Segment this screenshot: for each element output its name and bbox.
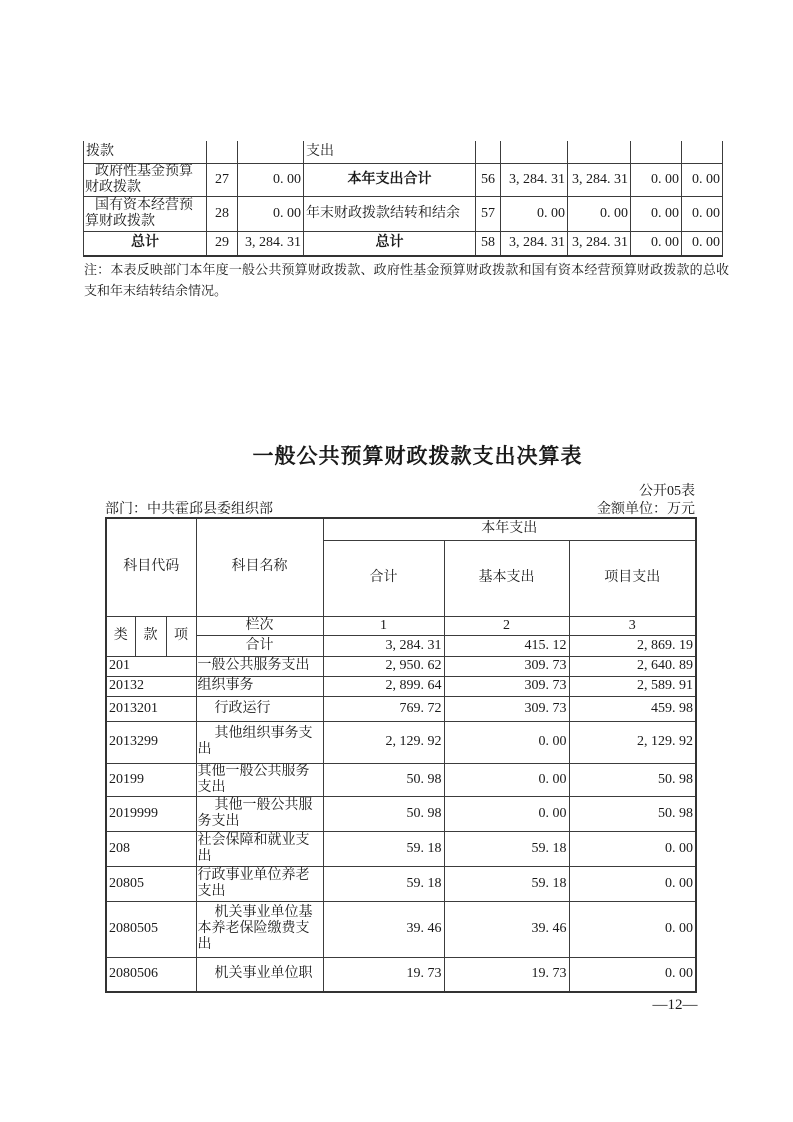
amount-cell: 3, 284. 31 — [568, 231, 631, 256]
subject-name-cell: 机关事业单位基本养老保险缴费支出 — [196, 901, 323, 957]
amount-cell: 3, 284. 31 — [238, 231, 304, 256]
basic-cell: 0. 00 — [444, 721, 569, 763]
page-title: 一般公共预算财政拨款支出决算表 — [252, 445, 583, 468]
subject-code-cell: 2013201 — [106, 696, 196, 721]
total-cell: 2, 899. 64 — [323, 676, 444, 696]
basic-cell: 0. 00 — [444, 796, 569, 831]
table-row — [84, 196, 723, 231]
line-no-cell: 58 — [476, 231, 501, 256]
expenditure-table — [105, 517, 697, 993]
item-header: 项 — [166, 616, 196, 656]
project-cell: 459. 98 — [569, 696, 696, 721]
table-row — [106, 796, 696, 831]
subject-code-cell: 20805 — [106, 866, 196, 901]
project-cell: 2, 129. 92 — [569, 721, 696, 763]
project-cell: 0. 00 — [569, 957, 696, 992]
table-row — [106, 763, 696, 796]
subject-name-cell: 行政运行 — [196, 696, 323, 721]
subject-name-cell: 社会保障和就业支出 — [196, 831, 323, 866]
amount-cell: 3, 284. 31 — [501, 231, 568, 256]
column-number-cell: 2 — [444, 616, 569, 635]
amount-cell — [501, 141, 568, 163]
amount-cell: 0. 00 — [501, 196, 568, 231]
subject-code-cell: 208 — [106, 831, 196, 866]
subject-code-cell: 20132 — [106, 676, 196, 696]
subject-code-cell: 2013299 — [106, 721, 196, 763]
item-name-cell: 国有资本经营预算财政拨款 — [84, 196, 207, 231]
total-cell: 3, 284. 31 — [323, 635, 444, 656]
basic-cell: 59. 18 — [444, 831, 569, 866]
amount-cell — [631, 141, 682, 163]
item-name-cell: 总计 — [84, 231, 207, 256]
table-row — [84, 141, 723, 163]
table-row — [106, 866, 696, 901]
table-header-row — [106, 518, 696, 540]
basic-cell: 59. 18 — [444, 866, 569, 901]
current-year-expenditure-header: 本年支出 — [323, 518, 696, 540]
project-cell: 0. 00 — [569, 831, 696, 866]
total-cell: 2, 129. 92 — [323, 721, 444, 763]
amount-cell: 0. 00 — [631, 196, 682, 231]
subject-code-cell: 20199 — [106, 763, 196, 796]
total-cell: 50. 98 — [323, 763, 444, 796]
subject-name-cell: 其他一般公共服务支出 — [196, 763, 323, 796]
total-cell: 2, 950. 62 — [323, 656, 444, 676]
project-cell: 2, 589. 91 — [569, 676, 696, 696]
basic-expenditure-header: 基本支出 — [444, 540, 569, 616]
subject-name-cell: 行政事业单位养老支出 — [196, 866, 323, 901]
amount-cell: 3, 284. 31 — [501, 163, 568, 196]
total-cell: 769. 72 — [323, 696, 444, 721]
column-index-row — [106, 616, 696, 635]
project-cell: 2, 640. 89 — [569, 656, 696, 676]
class-header: 类 — [106, 616, 135, 656]
carryover-summary-table — [83, 141, 723, 257]
column-number-cell: 1 — [323, 616, 444, 635]
page-number: —12— — [652, 997, 698, 1013]
item-name-cell: 本年支出合计 — [304, 163, 476, 196]
item-name-cell: 拨款 — [84, 141, 207, 163]
subject-code-cell: 2080506 — [106, 957, 196, 992]
section-header: 款 — [135, 616, 166, 656]
line-no-cell — [207, 141, 238, 163]
amount-cell: 0. 00 — [631, 163, 682, 196]
department-label: 部门：中共霍邱县委组织部 — [105, 502, 273, 517]
project-cell: 50. 98 — [569, 763, 696, 796]
total-cell: 59. 18 — [323, 866, 444, 901]
subject-name-cell: 其他组织事务支出 — [196, 721, 323, 763]
project-cell: 0. 00 — [569, 866, 696, 901]
line-no-cell — [476, 141, 501, 163]
table-row — [106, 696, 696, 721]
basic-cell: 39. 46 — [444, 901, 569, 957]
total-cell: 50. 98 — [323, 796, 444, 831]
table-meta-row — [105, 498, 695, 518]
total-cell: 19. 73 — [323, 957, 444, 992]
total-cell: 59. 18 — [323, 831, 444, 866]
subject-name-cell: 组织事务 — [196, 676, 323, 696]
line-no-cell: 56 — [476, 163, 501, 196]
table-row — [106, 957, 696, 992]
project-cell: 50. 98 — [569, 796, 696, 831]
table-row — [106, 721, 696, 763]
subject-code-cell: 201 — [106, 656, 196, 676]
amount-cell: 0. 00 — [682, 231, 723, 256]
table-row — [84, 231, 723, 256]
amount-cell — [568, 141, 631, 163]
amount-cell: 0. 00 — [568, 196, 631, 231]
line-no-cell: 57 — [476, 196, 501, 231]
subject-code-header: 科目代码 — [106, 518, 196, 616]
unit-label: 金额单位：万元 — [597, 502, 695, 517]
subject-name-cell: 其他一般公共服务支出 — [196, 796, 323, 831]
subject-code-cell: 2080505 — [106, 901, 196, 957]
amount-cell: 3, 284. 31 — [568, 163, 631, 196]
table-row — [84, 163, 723, 196]
table-code: 公开05表 — [639, 484, 695, 499]
column-label-cell: 栏次 — [196, 616, 323, 635]
amount-cell: 0. 00 — [682, 163, 723, 196]
amount-cell: 0. 00 — [238, 196, 304, 231]
project-expenditure-header: 项目支出 — [569, 540, 696, 616]
table-note: 注：本表反映部门本年度一般公共预算财政拨款、政府性基金预算财政拨款和国有资本经营预算财政拨款的总收支和年末结转结余情况。 — [84, 262, 729, 298]
amount-cell — [238, 141, 304, 163]
basic-cell: 415. 12 — [444, 635, 569, 656]
table-row — [106, 901, 696, 957]
subject-name-cell: 机关事业单位职 — [196, 957, 323, 992]
amount-cell: 0. 00 — [682, 196, 723, 231]
amount-cell: 0. 00 — [238, 163, 304, 196]
subject-name-header: 科目名称 — [196, 518, 323, 616]
line-no-cell: 28 — [207, 196, 238, 231]
amount-cell: 0. 00 — [631, 231, 682, 256]
basic-cell: 19. 73 — [444, 957, 569, 992]
amount-cell — [682, 141, 723, 163]
project-cell: 2, 869. 19 — [569, 635, 696, 656]
item-name-cell: 年末财政拨款结转和结余 — [304, 196, 476, 231]
line-no-cell: 27 — [207, 163, 238, 196]
basic-cell: 309. 73 — [444, 656, 569, 676]
table-row — [106, 831, 696, 866]
column-number-cell: 3 — [569, 616, 696, 635]
table-row — [106, 656, 696, 676]
item-name-cell: 政府性基金预算财政拨款 — [84, 163, 207, 196]
subject-code-cell: 2019999 — [106, 796, 196, 831]
line-no-cell: 29 — [207, 231, 238, 256]
total-header: 合计 — [323, 540, 444, 616]
item-name-cell: 支出 — [304, 141, 476, 163]
basic-cell: 309. 73 — [444, 676, 569, 696]
total-label-cell: 合计 — [196, 635, 323, 656]
basic-cell: 0. 00 — [444, 763, 569, 796]
table-row — [106, 676, 696, 696]
item-name-cell: 总计 — [304, 231, 476, 256]
total-cell: 39. 46 — [323, 901, 444, 957]
project-cell: 0. 00 — [569, 901, 696, 957]
subject-name-cell: 一般公共服务支出 — [196, 656, 323, 676]
basic-cell: 309. 73 — [444, 696, 569, 721]
